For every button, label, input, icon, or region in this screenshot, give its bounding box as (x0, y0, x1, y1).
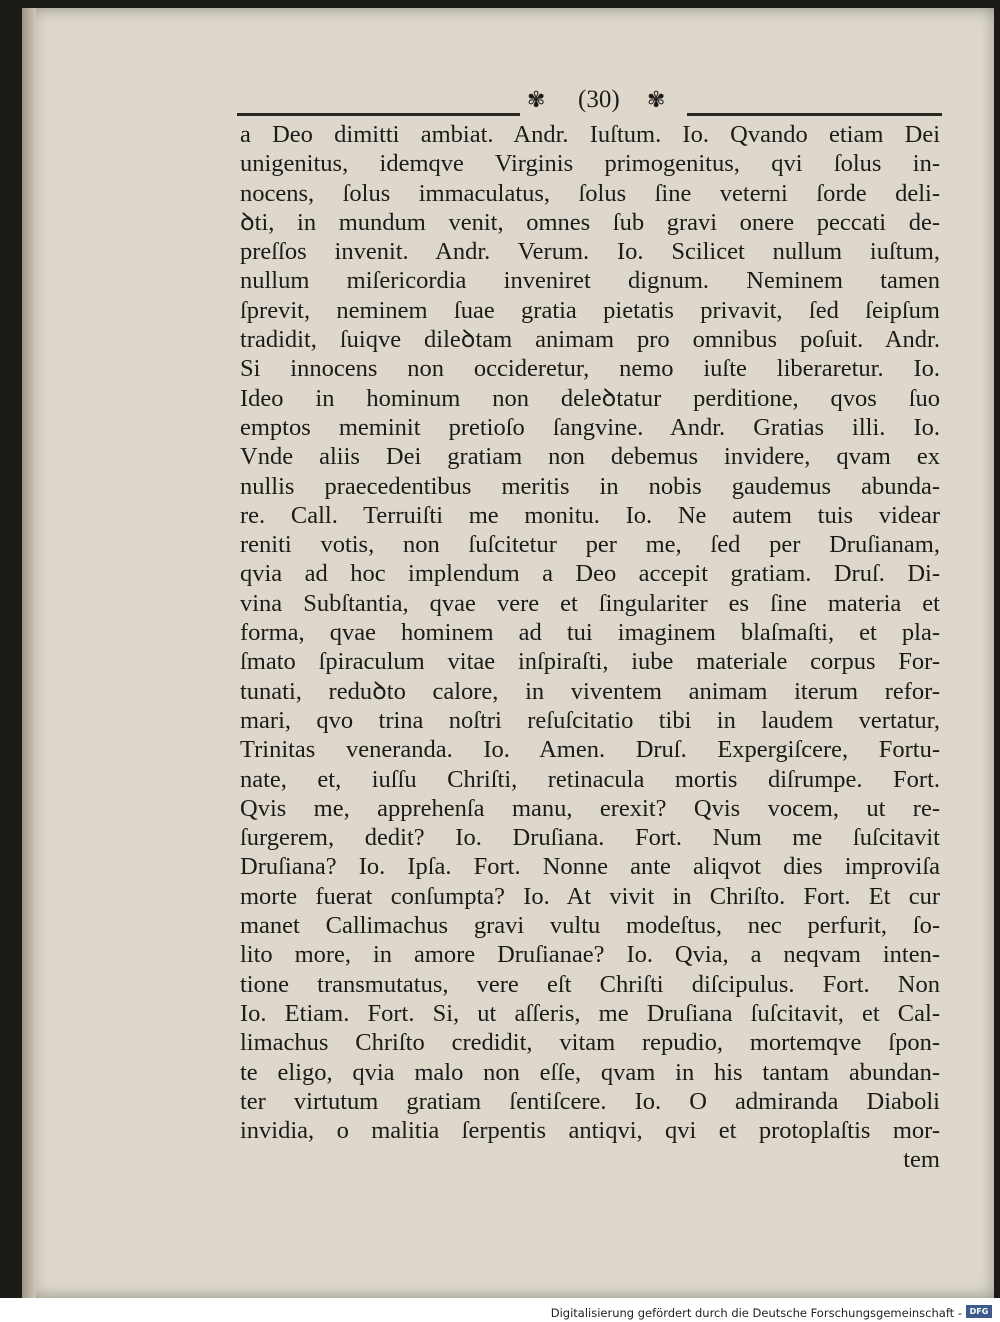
text-line: ſprevit, neminem ſuae gratia pietatis privavit, ſed ſeipſum (240, 296, 940, 324)
header-rule-left (237, 113, 520, 116)
text-line: Druſiana? Io. Ipſa. Fort. Nonne ante aliqvot dies improviſa (240, 853, 940, 881)
text-line: preſſos invenit. Andr. Verum. Io. Scilicet nullum iuſtum, (240, 238, 940, 266)
text-line: Ideo in hominum non deleꝺtatur perditione, qvos ſuo (240, 384, 940, 412)
text-line: morte fuerat conſumpta? Io. At vivit in Chriſto. Fort. Et cur (240, 882, 940, 910)
text-line: reniti votis, non ſuſcitetur per me, ſed per Druſianam, (240, 531, 940, 559)
text-line: re. Call. Terruiſti me monitu. Io. Ne autem tuis videar (240, 501, 940, 529)
text-line: tione transmutatus, vere eſt Chriſti diſcipulus. Fort. Non (240, 970, 940, 998)
text-line: nullis praecedentibus meritis in nobis gaudemus abunda- (240, 472, 940, 500)
text-line: mari, qvo trina noſtri reſuſcitatio tibi in laudem vertatur, (240, 706, 940, 734)
body-text (240, 120, 940, 1175)
text-line: Qvis me, apprehenſa manu, erexit? Qvis vocem, ut re- (240, 794, 940, 822)
text-line: a Deo dimitti ambiat. Andr. Iuſtum. Io. Qvando etiam Dei (240, 121, 940, 148)
text-line: ter virtutum gratiam ſentiſcere. Io. O admiranda Diaboli (240, 1087, 940, 1115)
ornament-left-icon: ✾ (527, 88, 546, 113)
book-page (22, 8, 994, 1298)
ornament-right-icon: ✾ (647, 88, 666, 113)
text-line: ſmato ſpiraculum vitae inſpiraſti, iube materiale corpus For- (240, 648, 940, 676)
dfg-logo-icon: DFG (966, 1305, 992, 1318)
text-line: unigenitus, idemqve Virginis primogenitus, qvi ſolus in- (240, 150, 940, 178)
text-line: vina Subſtantia, qvae vere et ſingulariter es ſine materia et (240, 589, 940, 617)
text-line: Vnde aliis Dei gratiam non debemus invidere, qvam ex (240, 443, 940, 471)
text-line: tunati, reduꝺto calore, in viventem animam iterum refor- (240, 677, 940, 705)
text-line: te eligo, qvia malo non eſſe, qvam in his tantam abundan- (240, 1058, 940, 1086)
text-line: nocens, ſolus immaculatus, ſolus ſine veterni ſorde deli- (240, 179, 940, 207)
text-line: nate, et, iuſſu Chriſti, retinacula mortis diſrumpe. Fort. (240, 765, 940, 793)
digitization-credit: Digitalisierung gefördert durch die Deutsche Forschungsgemeinschaft - (550, 1306, 962, 1320)
header-rule-right (687, 113, 942, 116)
text-line: manet Callimachus gravi vultu modeſtus, nec perfurit, ſo- (240, 912, 940, 940)
text-line: invidia, o malitia ſerpentis antiqvi, qvi et protoplaſtis mor- (240, 1117, 940, 1145)
text-line: ſurgerem, dedit? Io. Druſiana. Fort. Num me ſuſcitavit (240, 824, 940, 852)
text-line: nullum miſericordia inveniret dignum. Neminem tamen (240, 267, 940, 295)
text-line: emptos meminit pretioſo ſangvine. Andr. Gratias illi. Io. (240, 413, 940, 441)
text-line: ꝺti, in mundum venit, omnes ſub gravi onere peccati de- (240, 208, 940, 236)
page-number: (30) (578, 86, 620, 113)
text-line: qvia ad hoc implendum a Deo accepit gratiam. Druſ. Di- (240, 560, 940, 588)
text-line: tradidit, ſuiqve dileꝺtam animam pro omnibus poſuit. Andr. (240, 326, 940, 354)
text-line: limachus Chriſto credidit, vitam repudio, mortemqve ſpon- (240, 1029, 940, 1057)
text-line: Si innocens non occideretur, nemo iuſte liberaretur. Io. (240, 355, 940, 383)
text-line: lito more, in amore Druſianae? Io. Qvia, a neqvam inten- (240, 941, 940, 969)
text-line: Trinitas veneranda. Io. Amen. Druſ. Expergiſcere, Fortu- (240, 736, 940, 764)
catchword: tem (903, 1146, 940, 1174)
text-line: forma, qvae hominem ad tui imaginem blaſmaſti, et pla- (240, 619, 940, 647)
text-line: Io. Etiam. Fort. Si, ut aſſeris, me Druſiana ſuſcitavit, et Cal- (240, 999, 940, 1027)
